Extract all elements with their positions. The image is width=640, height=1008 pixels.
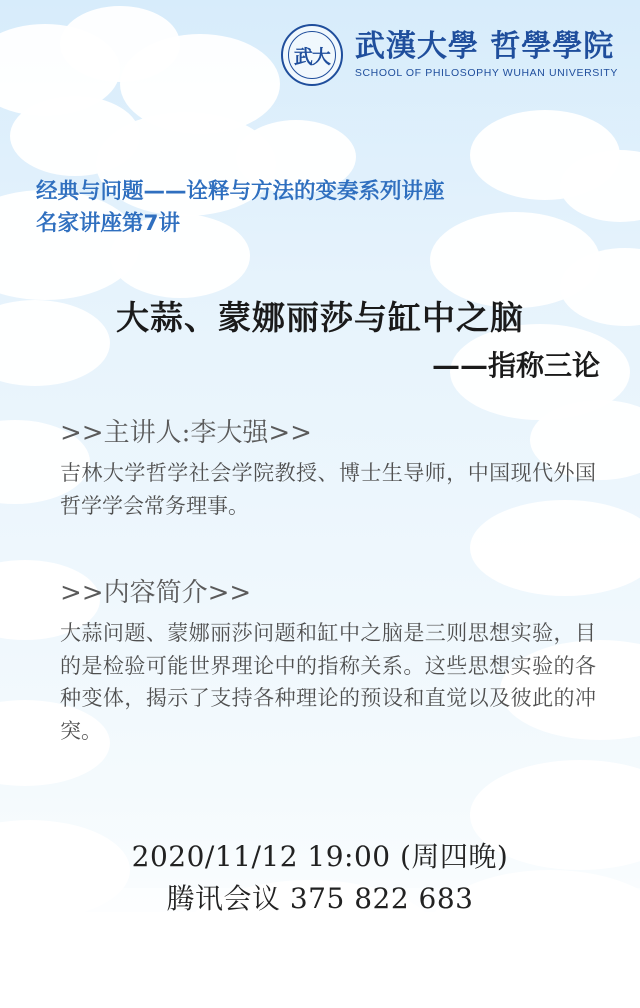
event-meeting-id: 腾讯会议 375 822 683 [166, 882, 474, 915]
university-logo [281, 24, 618, 86]
university-seal-icon [281, 24, 343, 86]
speaker-heading: >>主讲人:李大强>> [60, 418, 312, 448]
series-line-1: 经典与问题——诠释与方法的变奏系列讲座 [36, 179, 445, 204]
abstract-section [60, 572, 596, 747]
abstract-text: 大蒜问题、蒙娜丽莎问题和缸中之脑是三则思想实验，目的是检验可能世界理论中的指称关系。这些思想实验的各种变体，揭示了支持各种理论的预设和直觉以及彼此的冲突。 [60, 621, 596, 743]
series-line-2: 名家讲座第7讲 [36, 211, 180, 237]
page-subtitle: ——指称三论 [431, 349, 600, 382]
cloud-band-decoration [0, 912, 640, 1008]
seal-mark-label: 武大 [293, 45, 330, 68]
logo-text-block [354, 28, 618, 79]
speaker-section [60, 412, 596, 522]
event-details [40, 836, 600, 920]
logo-chinese-name: 武漢大學 哲學學院 [354, 28, 615, 64]
speaker-bio: 吉林大学哲学社会学院教授、博士生导师，中国现代外国哲学学会常务理事。 [60, 461, 596, 518]
event-datetime: 2020/11/12 19:00 (周四晚) [131, 840, 509, 873]
page-title: 大蒜、蒙娜丽莎与缸中之脑 [116, 298, 524, 337]
logo-english-name: SCHOOL OF PHILOSOPHY WUHAN UNIVERSITY [354, 66, 618, 79]
abstract-heading: >>内容简介>> [60, 578, 252, 608]
lecture-series-heading [36, 176, 604, 241]
